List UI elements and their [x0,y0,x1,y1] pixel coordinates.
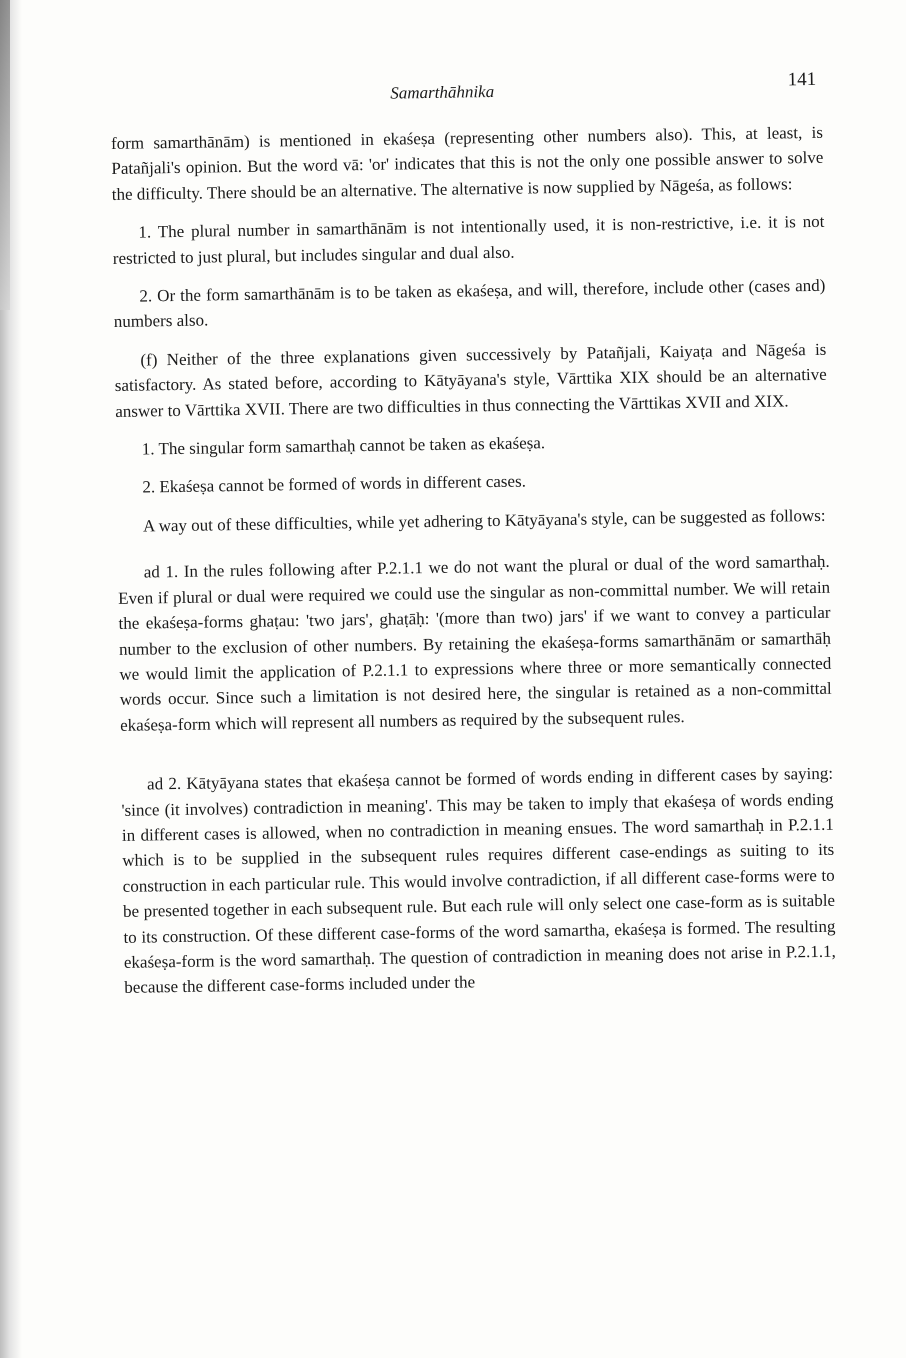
paragraph-point-2: 2. Or the form samarthānām is to be taken as ekaśeṣa, and will, therefore, include other (cases and) numbers also. [113,275,826,332]
paragraph-ad-2: ad 2. Kātyāyana states that ekaśeṣa cannot be formed of words ending in different cases by saying: 'since (it involves) contradiction in meaning'. This may be taken to imply that ekaśeṣa of words ending in different cases is allowed, when no contradiction in meaning ensues. The word samarthaḥ in P.2.1.1 which is to be supplied in the subsequent rules requires different case-endings as suiting to its construction in each particular rule. This would involve contradiction, if all different case-forms were to be presented together in each subsequent rule. But each rule will only select one case-form as is suitable to its construction. Of these different case-forms of the word samartha, ekaśeṣa is formed. The resulting ekaśeṣa-form is the word samarthaḥ. The question of contradiction in meaning does not arise in P.2.1.1, because the different case-forms included under the [121,763,836,998]
scan-binding-shadow [0,0,10,310]
paragraph-point-1: 1. The plural number in samarthānām is not intentionally used, it is non-restrictive, i.e. it is not restricted to just plural, but includes singular and dual also. [112,212,825,268]
paragraph-difficulty-2: 2. Ekaśeṣa cannot be formed of words in different cases. [142,471,527,498]
paragraph-difficulty-1: 1. The singular form samarthaḥ cannot be taken as ekaśeṣa. [141,433,546,459]
book-page [110,67,836,1001]
page-header [110,67,823,118]
paragraph-section-f: (f) Neither of the three explanations given successively by Patañjali, Kaiyaṭa and Nāgeśa is satisfactory. As stated before, according to Kātyāyana's style, Vārttika XIX should be an alternative answer to Vārttika XVII. There are two difficulties in thus connecting the Vārttikas XVII and XIX. [114,339,827,421]
running-title: Samarthāhnika [390,81,495,103]
paragraph-way-out: A way out of these difficulties, while yet adhering to Kātyāyana's style, can be suggested as follows: [142,505,826,536]
paragraph-continuation: form samarthānām) is mentioned in ekaśeṣa (representing other numbers also). This, at least, is Patañjali's opinion. But the word vā: 'or' indicates that this is not the only one possible answer to solve the difficulty. There should be an alternative. The alternative is now supplied by Nāgeśa, as follows: [110,122,824,204]
page-number: 141 [787,68,817,91]
paragraph-ad-1: ad 1. In the rules following after P.2.1.1 we do not want the plural or dual of the word samarthaḥ. Even if plural or dual were required we could use the singular as non-committal number. We will retain the ekaśeṣa-forms ghaṭau: 'two jars', ghaṭāḥ: '(more than two) jars' if we want to convey a particular number to the exclusion of other numbers. By retaining the ekaśeṣa-forms samarthānām or samarthāḥ we would limit the application of P.2.1.1 to expressions where three or more semantically connected words occur. Since such a limitation is not desired here, the singular is retained as a non-committal ekaśeṣa-form which will represent all numbers as required by the subsequent rules. [118,552,832,735]
